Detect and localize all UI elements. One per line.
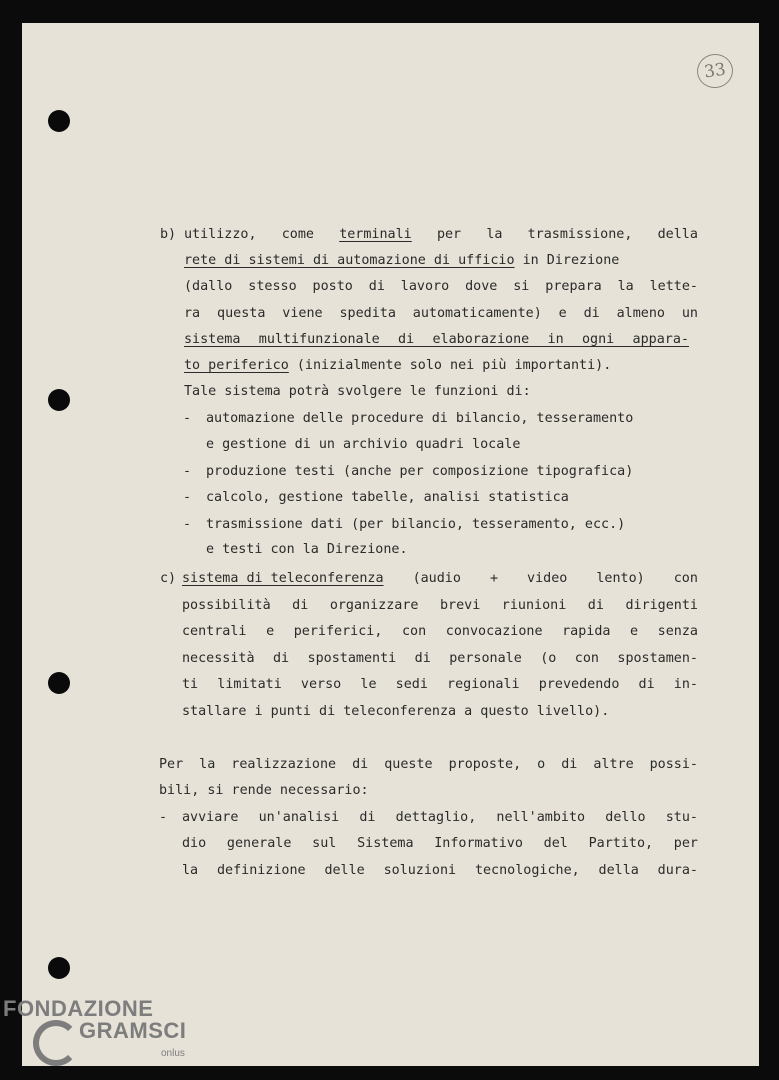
text-line: possibilità di organizzare brevi riunioni di dirigenti (182, 598, 698, 613)
item-marker-c: c) (160, 571, 177, 586)
document-page (22, 23, 759, 1066)
bullet-line: dio generale sul Sistema Informativo del Partito, per (182, 836, 698, 851)
text-line: ti limitati verso le sedi regionali prevedendo di in- (182, 677, 698, 692)
bullet-line: e testi con la Direzione. (206, 542, 408, 557)
logo-g-icon (33, 1020, 79, 1066)
word: della (657, 227, 698, 242)
watermark-line: FONDAZIONE (3, 996, 154, 1021)
text-fragment: (inizialmente solo nei più importanti). (288, 358, 612, 373)
word: trasmissione, (527, 227, 633, 242)
underlined-term: to periferico (184, 358, 289, 373)
bullet-line: trasmissione dati (per bilancio, tesseramento, ecc.) (206, 517, 626, 532)
text-line: Tale sistema potrà svolgere le funzioni di: (184, 384, 531, 399)
underlined-term: rete di sistemi di automazione di ufficio (184, 253, 515, 268)
bullet-line: produzione testi (anche per composizione tipografica) (206, 464, 634, 479)
text-line (184, 227, 698, 243)
punch-hole (48, 110, 70, 132)
text-line (184, 358, 611, 374)
bullet-dash: - (159, 810, 168, 825)
bullet-dash: - (183, 411, 192, 426)
bullet-line: e gestione di un archivio quadri locale (206, 437, 521, 452)
bullet-line: calcolo, gestione tabelle, analisi statistica (206, 490, 569, 505)
fondazione-gramsci-watermark (3, 996, 203, 1076)
watermark-line: onlus (161, 1048, 185, 1059)
word: + (489, 571, 499, 586)
word: video (527, 571, 568, 586)
punch-hole (48, 389, 70, 411)
underlined-term: sistema di teleconferenza (182, 571, 384, 586)
text-line: Per la realizzazione di queste proposte, o di altre possi- (159, 757, 698, 772)
word: con (673, 571, 698, 586)
word: (audio (412, 571, 461, 586)
text-line: centrali e periferici, con convocazione rapida e senza (182, 624, 698, 639)
bullet-dash: - (183, 517, 192, 532)
text-line: bili, si rende necessario: (159, 783, 369, 798)
text-line (184, 253, 619, 269)
text-line: (dallo stesso posto di lavoro dove si prepara la lette- (184, 279, 698, 294)
text-fragment: in Direzione (514, 253, 620, 268)
word: la (486, 227, 503, 242)
watermark-line: GRAMSCI (79, 1018, 187, 1043)
bullet-dash: - (183, 490, 192, 505)
bullet-line: la definizione delle soluzioni tecnologiche, della dura- (182, 863, 698, 878)
underlined-term: terminali (339, 227, 412, 242)
underlined-line: sistema multifunzionale di elaborazione in ogni appara- (184, 332, 689, 347)
word: per (436, 227, 462, 242)
item-marker-b: b) (160, 227, 177, 242)
word: utilizzo, (184, 227, 257, 242)
text-line: stallare i punti di teleconferenza a questo livello). (182, 704, 610, 719)
text-line: ra questa viene spedita automaticamente) e di almeno un (184, 306, 698, 321)
word: lento) (596, 571, 645, 586)
bullet-line: automazione delle procedure di bilancio, tesseramento (206, 411, 634, 426)
punch-hole (48, 672, 70, 694)
punch-hole (48, 957, 70, 979)
page-number: 33 (695, 52, 735, 91)
bullet-dash: - (183, 464, 192, 479)
text-line (182, 571, 698, 587)
bullet-line: avviare un'analisi di dettaglio, nell'ambito dello stu- (182, 810, 698, 825)
text-line: necessità di spostamenti di personale (o con spostamen- (182, 651, 698, 666)
word: come (281, 227, 314, 242)
